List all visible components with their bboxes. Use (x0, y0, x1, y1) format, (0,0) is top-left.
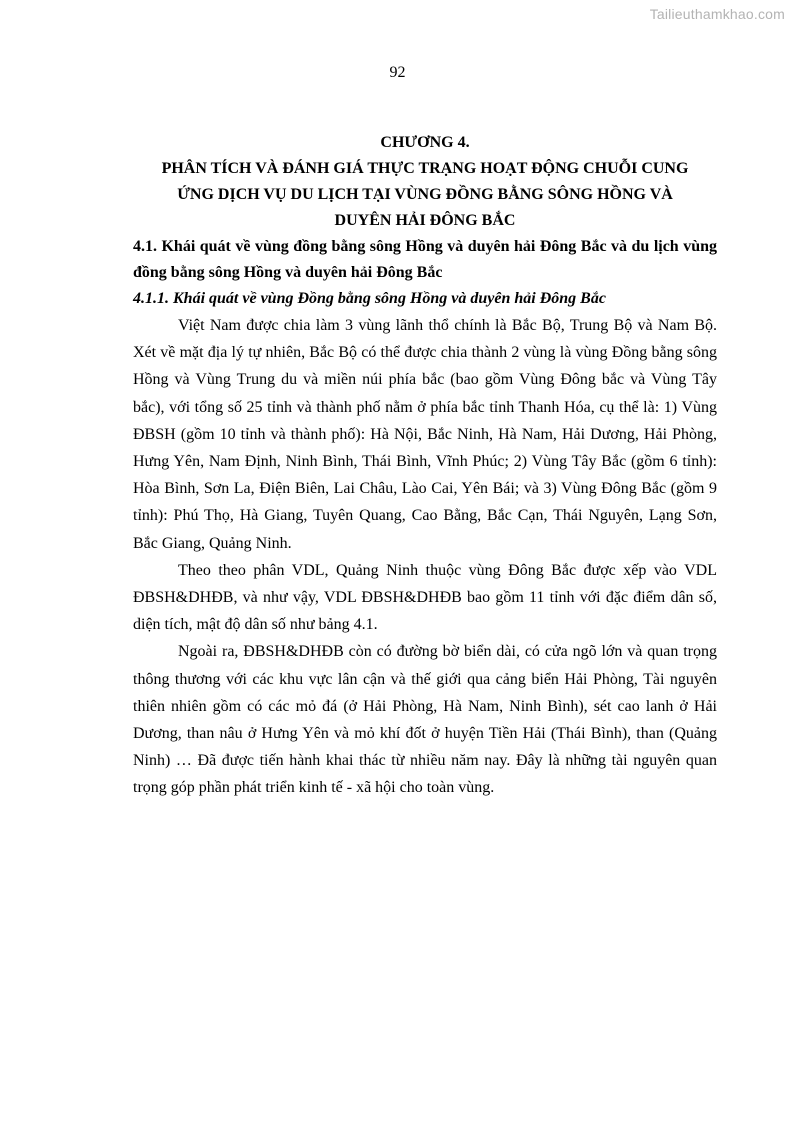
chapter-label: CHƯƠNG 4. (380, 134, 470, 151)
chapter-title-line: DUYÊN HẢI ĐÔNG BẮC (334, 212, 516, 229)
chapter-title (133, 156, 717, 234)
paragraph: Theo theo phân VDL, Quảng Ninh thuộc vùng Đông Bắc được xếp vào VDL ĐBSH&DHĐB, và như vậy, VDL ĐBSH&DHĐB bao gồm 11 tỉnh với đặc điểm dân số, diện tích, mật độ dân số như bảng 4.1. (133, 561, 717, 634)
page-number: 92 (389, 64, 406, 81)
paragraph: Việt Nam được chia làm 3 vùng lãnh thổ chính là Bắc Bộ, Trung Bộ và Nam Bộ. Xét về mặt địa lý tự nhiên, Bắc Bộ có thể được chia thành 2 vùng là vùng Đồng bằng sông Hồng và Vùng Trung du và miền núi phía bắc (bao gồm Vùng Đông bắc và Vùng Tây bắc), với tổng số 25 tỉnh và thành phố nằm ở phía bắc tỉnh Thanh Hóa, cụ thể là: 1) Vùng ĐBSH (gồm 10 tỉnh và thành phố): Hà Nội, Bắc Ninh, Hà Nam, Hải Dương, Hải Phòng, Hưng Yên, Nam Định, Ninh Bình, Thái Bình, Vĩnh Phúc; 2) Vùng Tây Bắc (gồm 6 tỉnh): Hòa Bình, Sơn La, Điện Biên, Lai Châu, Lào Cai, Yên Bái; và 3) Vùng Đông Bắc (gồm 9 tỉnh): Phú Thọ, Hà Giang, Tuyên Quang, Cao Bằng, Bắc Cạn, Thái Nguyên, Lạng Sơn, Bắc Giang, Quảng Ninh. (133, 317, 717, 552)
chapter-title-line: ỨNG DỊCH VỤ DU LỊCH TẠI VÙNG ĐỒNG BẰNG SÔNG HỒNG VÀ (177, 186, 673, 203)
chapter-title-line: PHÂN TÍCH VÀ ĐÁNH GIÁ THỰC TRẠNG HOẠT ĐỘNG CHUỖI CUNG (161, 160, 689, 177)
subsection-heading: 4.1.1. Khái quát về vùng Đồng bằng sông Hồng và duyên hải Đông Bắc (133, 290, 606, 307)
paragraph: Ngoài ra, ĐBSH&DHĐB còn có đường bờ biển dài, có cửa ngõ lớn và quan trọng thông thương với các khu vực lân cận và thế giới qua cảng biển Hải Phòng, Tài nguyên thiên nhiên gồm có các mỏ đá (ở Hải Phòng, Hà Nam, Ninh Bình), sét cao lanh ở Hải Dương, than nâu ở Hưng Yên và mỏ khí đốt ở huyện Tiền Hải (Thái Bình), than (Quảng Ninh) … Đã được tiến hành khai thác từ nhiều năm nay. Đây là những tài nguyên quan trọng góp phần phát triển kinh tế - xã hội cho toàn vùng. (133, 643, 717, 797)
watermark-text: Tailieuthamkhao.com (649, 6, 785, 22)
section-heading: 4.1. Khái quát về vùng đồng bằng sông Hồng và duyên hải Đông Bắc và du lịch vùng đồng bằng sông Hồng và duyên hải Đông Bắc (133, 238, 717, 281)
document-body (133, 130, 717, 802)
